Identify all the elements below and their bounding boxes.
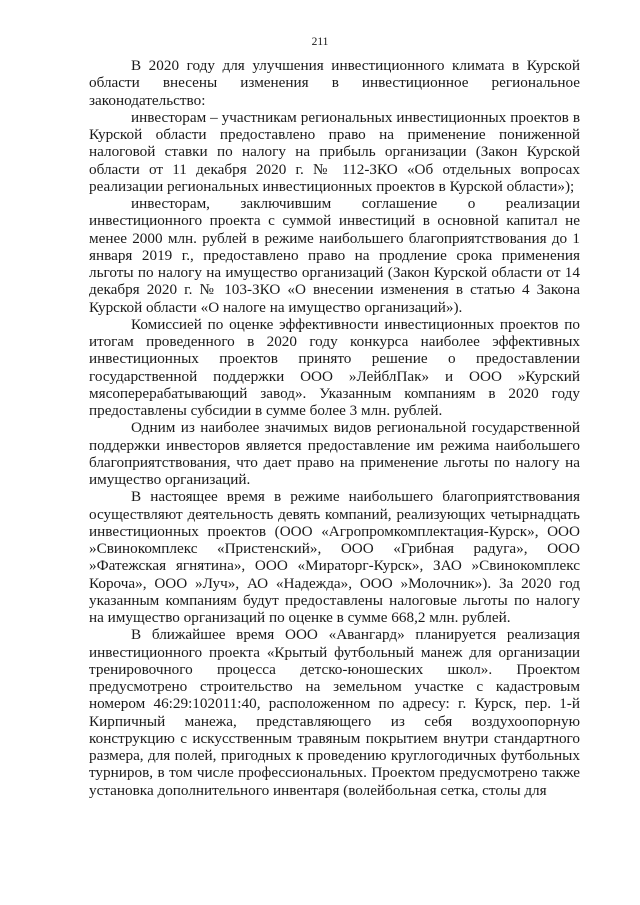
paragraph-state-support-regime: Одним из наиболее значимых видов региональной государственной поддержки инвесторов является предоставление им режима наибольшего благоприятствования, что дает право на применение льготы по налогу на имущество организаций. (89, 419, 580, 488)
paragraph-reduced-tax-rate: инвесторам – участникам региональных инвестиционных проектов в Курской области предоставлено право на применение пониженной налоговой ставки по налогу на прибыль организации (Закон Курской области от 11 декабря 2020 г. № 112-ЗКО «Об отдельных вопросах реализации региональных инвестиционных проектов в Курской области»); (89, 108, 580, 195)
page-number: 211 (311, 36, 329, 48)
paragraph-football-arena-project: В ближайшее время ООО «Авангард» планируется реализация инвестиционного проекта «Крытый футбольный манеж для организации тренировочного процесса детско-юношеских школ». Проектом предусмотрено строительство на земельном участке с кадастровым номером 46:29:102011:40, расположенном по адресу: г. Курск, пер. 1-й Кирпичный манежа, представляющего из себя воздухоопорную конструкцию с искусственным травяным покрытием внутри стандартного размера, для полей, пригодных к проведению круглогодичных футбольных турниров, в том числе профессиональных. Проектом предусмотрено также установка дополнительного инвентаря (волейбольная сетка, столы для (89, 626, 580, 799)
document-body (89, 57, 580, 799)
paragraph-companies-list: В настоящее время в режиме наибольшего благоприятствования осуществляют деятельность девять компаний, реализующих четырнадцать инвестиционных проектов (ООО «Агропромкомплектация-Курск», ООО »Свинокомплекс «Пристенский», ООО «Грибная радуга», ООО »Фатежская ягнятина», ООО «Мираторг-Курск», ЗАО »Свинокомплекс Короча», ООО »Луч», АО «Надежда», ООО »Молочник»). За 2020 год указанным компаниям будут предоставлены налоговые льготы по налогу на имущество организаций по оценке в сумме 668,2 млн. рублей. (89, 488, 580, 626)
paragraph-property-tax-extension: инвесторам, заключившим соглашение о реализации инвестиционного проекта с суммой инвестиций в основной капитал не менее 2000 млн. рублей в режиме наибольшего благоприятствования до 1 января 2019 г., предоставлено право на продление срока применения льготы по налогу на имущество организаций (Закон Курской области от 14 декабря 2020 г. № 103-ЗКО «О внесении изменения в статью 4 Закона Курской области «О налоге на имущество организаций»). (89, 195, 580, 316)
paragraph-commission-subsidies: Комиссией по оценке эффективности инвестиционных проектов по итогам проведенного в 2020 году конкурса наиболее эффективных инвестиционных проектов принято решение о предоставлении государственной поддержки ООО »ЛейблПак» и ООО »Курский мясоперерабатывающий завод». Указанным компаниям в 2020 году предоставлены субсидии в сумме более 3 млн. рублей. (89, 315, 580, 419)
paragraph-legislation-intro: В 2020 году для улучшения инвестиционного климата в Курской области внесены изменения в инвестиционное региональное законодательство: (89, 57, 580, 109)
